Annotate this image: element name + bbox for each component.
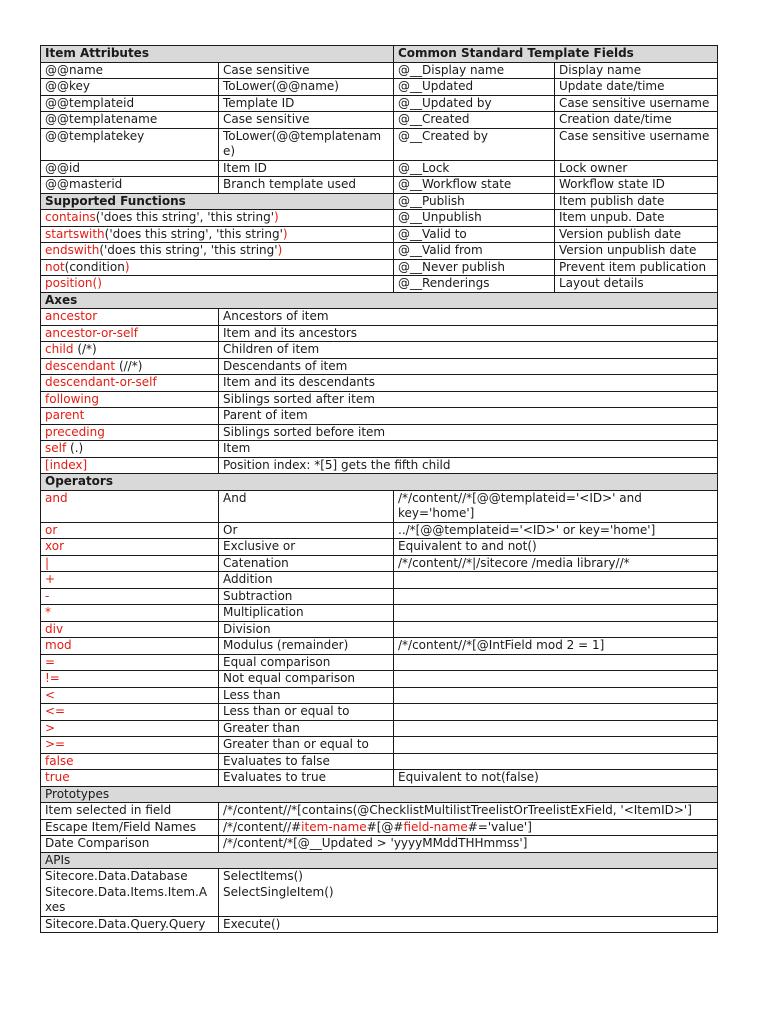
attribute-row xyxy=(41,95,718,112)
function-close: ) xyxy=(124,259,130,274)
operator-desc: And xyxy=(219,490,394,522)
axis-keyword: self xyxy=(45,441,67,455)
supported-functions-heading: Supported Functions xyxy=(41,193,394,210)
operator-symbol: true xyxy=(41,770,219,787)
attribute-key: @@id xyxy=(41,160,219,177)
axes-heading: Axes xyxy=(41,292,718,309)
function-args: ('does this string', 'this string' xyxy=(99,243,278,257)
field-name: @__Workflow state xyxy=(394,177,555,194)
axis-keyword: parent xyxy=(45,408,85,422)
operator-symbol: or xyxy=(41,522,219,539)
cheat-sheet-table xyxy=(40,45,718,933)
operator-row xyxy=(41,522,718,539)
api-row xyxy=(41,916,718,933)
prototypes-heading-row xyxy=(41,786,718,803)
sitecore-query-cheat-sheet xyxy=(40,45,717,933)
operator-example xyxy=(394,753,718,770)
operator-row xyxy=(41,687,718,704)
api-row xyxy=(41,869,718,917)
operator-desc: Multiplication xyxy=(219,605,394,622)
escape-part: #[@# xyxy=(366,819,404,834)
escape-part: #='value'] xyxy=(467,819,532,834)
field-desc: Workflow state ID xyxy=(555,177,718,194)
attribute-desc: Template ID xyxy=(219,95,394,112)
operator-example xyxy=(394,621,718,638)
operator-example xyxy=(394,671,718,688)
operator-symbol: = xyxy=(41,654,219,671)
operator-row xyxy=(41,555,718,572)
attribute-key: @@name xyxy=(41,62,219,79)
attribute-desc: Branch template used xyxy=(219,177,394,194)
operator-row xyxy=(41,539,718,556)
function-signature xyxy=(41,243,394,260)
axis-keyword: [index] xyxy=(45,457,88,472)
operator-example: ../*[@@templateid='<ID>' or key='home'] xyxy=(394,522,718,539)
functions-heading-row xyxy=(41,193,718,210)
operator-desc: Less than or equal to xyxy=(219,704,394,721)
function-keyword: contains xyxy=(45,210,96,224)
apis-heading-row xyxy=(41,852,718,869)
section-header-row xyxy=(41,46,718,63)
function-keyword: startswith xyxy=(45,226,105,241)
operator-symbol: | xyxy=(41,555,219,572)
operator-row xyxy=(41,770,718,787)
attribute-key: @@templateid xyxy=(41,95,219,112)
operator-row xyxy=(41,704,718,721)
attribute-row xyxy=(41,112,718,129)
axis-name xyxy=(41,358,219,375)
axis-desc: Siblings sorted after item xyxy=(219,391,718,408)
apis-heading: APIs xyxy=(41,852,718,869)
axis-desc: Children of item xyxy=(219,342,718,359)
field-desc: Case sensitive username xyxy=(555,128,718,160)
axis-row xyxy=(41,408,718,425)
operator-symbol: + xyxy=(41,572,219,589)
axis-row xyxy=(41,342,718,359)
function-keyword: not xyxy=(45,259,65,274)
attribute-desc: ToLower(@@templatename) xyxy=(219,128,394,160)
operator-row xyxy=(41,572,718,589)
field-name-placeholder: field-name xyxy=(403,819,468,834)
operator-symbol: - xyxy=(41,588,219,605)
attribute-desc: Item ID xyxy=(219,160,394,177)
field-name: @__Unpublish xyxy=(394,210,555,227)
attribute-row xyxy=(41,79,718,96)
operator-symbol: < xyxy=(41,687,219,704)
function-args: ('does this string', 'this string' xyxy=(95,210,275,224)
axes-heading-row xyxy=(41,292,718,309)
axis-desc: Item and its descendants xyxy=(219,375,718,392)
field-desc: Display name xyxy=(555,62,718,79)
axis-desc: Siblings sorted before item xyxy=(219,424,718,441)
prototype-label: Escape Item/Field Names xyxy=(41,819,219,836)
prototype-value: /*/content//*[contains(@ChecklistMultilistTreelistOrTreelistExField, '<ItemID>'] xyxy=(219,803,718,820)
axis-shorthand: (/*) xyxy=(73,342,97,356)
operators-heading: Operators xyxy=(41,474,718,491)
field-desc: Case sensitive username xyxy=(555,95,718,112)
operator-desc: Evaluates to false xyxy=(219,753,394,770)
axis-keyword: descendant xyxy=(45,358,116,373)
api-method: SelectItems() xyxy=(223,869,303,883)
operator-desc: Or xyxy=(219,522,394,539)
field-desc: Version publish date xyxy=(555,226,718,243)
operator-desc: Catenation xyxy=(219,555,394,572)
operator-row xyxy=(41,720,718,737)
operator-symbol: div xyxy=(41,621,219,638)
operator-symbol: >= xyxy=(41,737,219,754)
axis-row xyxy=(41,325,718,342)
axis-keyword: preceding xyxy=(45,424,105,439)
field-desc: Item publish date xyxy=(555,193,718,210)
prototype-row xyxy=(41,803,718,820)
axis-keyword: child xyxy=(45,342,74,356)
axis-name xyxy=(41,325,219,342)
operator-symbol: mod xyxy=(41,638,219,655)
function-row xyxy=(41,276,718,293)
operator-row xyxy=(41,638,718,655)
api-methods xyxy=(219,869,718,917)
field-desc: Item unpub. Date xyxy=(555,210,718,227)
field-name: @__Valid from xyxy=(394,243,555,260)
operator-desc: Division xyxy=(219,621,394,638)
operator-example xyxy=(394,704,718,721)
attribute-row xyxy=(41,160,718,177)
attribute-key: @@key xyxy=(41,79,219,96)
attribute-key: @@templatekey xyxy=(41,128,219,160)
operator-example: Equivalent to and not() xyxy=(394,539,718,556)
axis-shorthand: (//*) xyxy=(115,358,143,373)
function-args: (condition xyxy=(64,259,125,274)
field-desc: Lock owner xyxy=(555,160,718,177)
axis-name xyxy=(41,424,219,441)
attribute-row xyxy=(41,177,718,194)
prototypes-heading: Prototypes xyxy=(41,786,718,803)
api-method: SelectSingleItem() xyxy=(223,884,334,899)
function-signature xyxy=(41,259,394,276)
field-name: @__Display name xyxy=(394,62,555,79)
operator-row xyxy=(41,654,718,671)
operator-desc: Less than xyxy=(219,687,394,704)
operator-example: /*/content//*[@IntField mod 2 = 1] xyxy=(394,638,718,655)
axis-row xyxy=(41,424,718,441)
axis-name xyxy=(41,408,219,425)
axis-desc: Ancestors of item xyxy=(219,309,718,326)
operators-heading-row xyxy=(41,474,718,491)
axis-desc: Descendants of item xyxy=(219,358,718,375)
operator-desc: Evaluates to true xyxy=(219,770,394,787)
attribute-desc: Case sensitive xyxy=(219,62,394,79)
attribute-key: @@templatename xyxy=(41,112,219,129)
item-name-placeholder: item-name xyxy=(301,819,367,834)
api-classes xyxy=(41,869,219,917)
operator-row xyxy=(41,671,718,688)
operator-example xyxy=(394,588,718,605)
operator-row xyxy=(41,737,718,754)
operator-symbol: * xyxy=(41,605,219,622)
function-row xyxy=(41,259,718,276)
operator-example xyxy=(394,737,718,754)
axis-shorthand: (.) xyxy=(66,441,84,455)
operator-example xyxy=(394,687,718,704)
axis-desc: Item xyxy=(219,441,718,458)
api-class: Sitecore.Data.Database xyxy=(45,869,188,883)
operator-row xyxy=(41,753,718,770)
attribute-row xyxy=(41,62,718,79)
operator-row xyxy=(41,605,718,622)
escape-part: /*/content//# xyxy=(223,819,302,834)
function-args: ('does this string', 'this string' xyxy=(104,226,283,241)
operator-symbol: and xyxy=(41,490,219,522)
axis-row xyxy=(41,309,718,326)
function-signature xyxy=(41,210,394,227)
attribute-key: @@masterid xyxy=(41,177,219,194)
operator-desc: Greater than or equal to xyxy=(219,737,394,754)
axis-name xyxy=(41,375,219,392)
operator-desc: Modulus (remainder) xyxy=(219,638,394,655)
axis-name xyxy=(41,457,219,474)
api-method: Execute() xyxy=(219,916,718,933)
axis-keyword: ancestor-or-self xyxy=(45,325,138,340)
operator-desc: Not equal comparison xyxy=(219,671,394,688)
axis-name xyxy=(41,441,219,458)
operator-symbol: > xyxy=(41,720,219,737)
field-desc: Creation date/time xyxy=(555,112,718,129)
function-row xyxy=(41,243,718,260)
function-signature xyxy=(41,276,394,293)
common-fields-heading: Common Standard Template Fields xyxy=(394,46,718,63)
field-desc: Prevent item publication xyxy=(555,259,718,276)
field-name: @__Lock xyxy=(394,160,555,177)
field-name: @__Updated xyxy=(394,79,555,96)
operator-example: /*/content//*[@@templateid='<ID>' and key='home'] xyxy=(394,490,718,522)
axis-name xyxy=(41,342,219,359)
operator-desc: Exclusive or xyxy=(219,539,394,556)
field-desc: Version unpublish date xyxy=(555,243,718,260)
prototype-label: Item selected in field xyxy=(41,803,219,820)
function-row xyxy=(41,210,718,227)
operator-example xyxy=(394,572,718,589)
field-name: @__Never publish xyxy=(394,259,555,276)
api-class: Sitecore.Data.Items.Item.Axes xyxy=(45,884,208,914)
operator-example: /*/content//*|/sitecore /media library//* xyxy=(394,555,718,572)
operator-example xyxy=(394,605,718,622)
function-keyword: endswith xyxy=(45,243,100,257)
field-name: @__Renderings xyxy=(394,276,555,293)
field-name: @__Created by xyxy=(394,128,555,160)
operator-row xyxy=(41,621,718,638)
axis-name xyxy=(41,391,219,408)
field-desc: Layout details xyxy=(555,276,718,293)
axis-desc: Item and its ancestors xyxy=(219,325,718,342)
operator-example: Equivalent to not(false) xyxy=(394,770,718,787)
operator-symbol: <= xyxy=(41,704,219,721)
prototype-row xyxy=(41,819,718,836)
prototype-value xyxy=(219,819,718,836)
field-name: @__Created xyxy=(394,112,555,129)
axis-row xyxy=(41,375,718,392)
axis-keyword: descendant-or-self xyxy=(45,375,157,389)
operator-symbol: != xyxy=(41,671,219,688)
axis-name xyxy=(41,309,219,326)
prototype-value: /*/content/*[@__Updated > 'yyyyMMddTHHmmss'] xyxy=(219,836,718,853)
operator-desc: Subtraction xyxy=(219,588,394,605)
prototype-row xyxy=(41,836,718,853)
prototype-label: Date Comparison xyxy=(41,836,219,853)
api-class: Sitecore.Data.Query.Query xyxy=(41,916,219,933)
axis-keyword: ancestor xyxy=(45,309,98,323)
operator-desc: Greater than xyxy=(219,720,394,737)
field-name: @__Publish xyxy=(394,193,555,210)
function-signature xyxy=(41,226,394,243)
operator-example xyxy=(394,654,718,671)
item-attributes-heading: Item Attributes xyxy=(41,46,394,63)
function-close: ) xyxy=(282,226,288,241)
field-desc: Update date/time xyxy=(555,79,718,96)
function-row xyxy=(41,226,718,243)
function-close: ) xyxy=(277,243,283,257)
axis-row xyxy=(41,457,718,474)
attribute-desc: Case sensitive xyxy=(219,112,394,129)
operator-example xyxy=(394,720,718,737)
axis-row xyxy=(41,391,718,408)
axis-desc: Parent of item xyxy=(219,408,718,425)
operator-symbol: false xyxy=(41,753,219,770)
axis-row xyxy=(41,441,718,458)
operator-desc: Equal comparison xyxy=(219,654,394,671)
axis-desc: Position index: *[5] gets the fifth child xyxy=(219,457,718,474)
axis-row xyxy=(41,358,718,375)
operator-row xyxy=(41,490,718,522)
operator-symbol: xor xyxy=(41,539,219,556)
function-close: ) xyxy=(274,210,279,224)
operator-row xyxy=(41,588,718,605)
function-keyword: position() xyxy=(45,276,102,290)
field-name: @__Valid to xyxy=(394,226,555,243)
field-name: @__Updated by xyxy=(394,95,555,112)
axis-keyword: following xyxy=(45,391,99,406)
attribute-desc: ToLower(@@name) xyxy=(219,79,394,96)
operator-desc: Addition xyxy=(219,572,394,589)
attribute-row xyxy=(41,128,718,160)
